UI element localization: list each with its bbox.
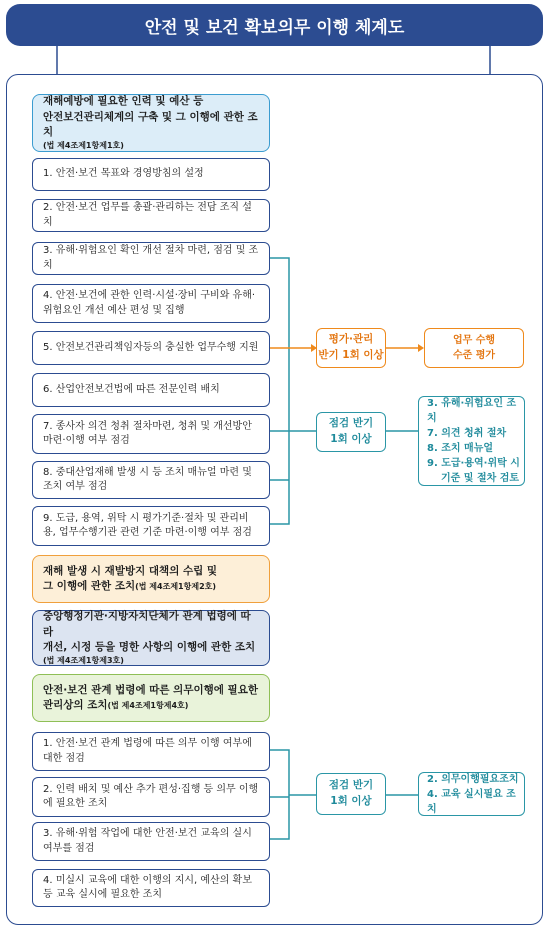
section4-item-4 [32,869,270,907]
section1-item-3 [32,242,270,275]
check-result-box-2 [418,772,525,816]
item-text: 1. 안전·보건 목표와 경영방침의 설정 [43,168,204,180]
section3-heading [32,610,270,666]
section4-item-2 [32,777,270,817]
section1-heading [32,94,270,152]
section2-heading-line1: 재해 발생 시 재발방지 대책의 수립 및 [43,564,218,577]
item-text: 6. 산업안전보건법에 따른 전문인력 배치 [43,383,220,395]
check2-line2: 1회 이상 [330,795,372,807]
section3-heading-line2: 개선, 시정 등을 명한 사항의 이행에 관한 조치 [43,640,256,653]
section1-item-5 [32,331,270,365]
section4-item-3 [32,822,270,861]
section1-item-1 [32,158,270,191]
section2-heading-ref: (법 제4조제1항제2호) [135,582,217,591]
section4-heading-line1: 안전·보건 관계 법령에 따른 의무이행에 필요한 [43,683,258,696]
section2-heading-line2: 그 이행에 관한 조치 [43,580,136,592]
check1-result-line: 8. 조치 매뉴얼 [427,443,494,454]
section1-item-9 [32,506,270,546]
section1-heading-ref: (법 제4조제1항제1호) [43,141,124,151]
section4-item-1 [32,732,270,771]
section3-heading-line1: 중앙행정기관·지방자치단체가 관계 법령에 따라 [43,610,251,638]
section1-item-6 [32,373,270,407]
section1-heading-line1: 재해예방에 필요한 인력 및 예산 등 [43,95,204,108]
eval-line1: 평가·관리 [328,333,374,346]
item-text: 4. 안전·보건에 관한 인력·시설·장비 구비와 유해·위험요인 개선 예산 편성 및 집행 [43,290,256,316]
check2-result-line: 2. 의무이행필요조치 [427,773,519,785]
section1-item-2 [32,199,270,232]
eval-line2: 반기 1회 이상 [318,349,384,361]
section1-heading-line2: 안전보건관리체계의 구축 및 그 이행에 관한 조치 [43,110,258,138]
check-result-box-1 [418,396,525,486]
item-text: 8. 중대산업재해 발생 시 등 조치 매뉴얼 마련 및 조치 여부 점검 [43,466,252,492]
check1-result-line: 기준 및 절차 검토 [441,473,520,484]
item-text: 3. 유해·위험요인 확인 개선 절차 마련, 점검 및 조치 [43,245,259,271]
item-text: 9. 도급, 용역, 위탁 시 평가기준·절차 및 관리비용, 업무수행기관 관련 기준 마련·이행 여부 점검 [43,512,252,538]
check1-result-line: 9. 도급·용역·위탁 시 [427,458,520,469]
section4-heading-line2: 관리상의 조치 [43,699,108,711]
check-frequency-box-1 [316,412,386,452]
section3-heading-ref: (법 제4조제1항제3호) [43,656,124,666]
section4-heading-ref: (법 제4조제1항제4호) [107,701,189,710]
check-frequency-box-2 [316,773,386,815]
item-text: 7. 종사자 의견 청취 절차마련, 청취 및 개선방안 마련·이행 여부 점검 [43,420,252,446]
item-text: 1. 안전·보건 관계 법령에 따른 의무 이행 여부에 대한 점검 [43,738,252,764]
section2-heading [32,555,270,603]
check1-line1: 점검 반기 [328,417,374,430]
section1-item-4 [32,284,270,323]
section4-heading [32,674,270,722]
item-text: 2. 안전·보건 업무를 총괄·관리하는 전담 조직 설치 [43,202,252,228]
check2-line1: 점검 반기 [328,779,374,792]
item-text: 5. 안전보건관리책임자등의 충실한 업무수행 지원 [43,341,259,353]
item-text: 4. 미실시 교육에 대한 이행의 지시, 예산의 확보 등 교육 실시에 필요한 조치 [43,874,252,900]
check1-line2: 1회 이상 [330,433,372,445]
section1-item-7 [32,414,270,454]
page-title: 안전 및 보건 확보의무 이행 체계도 [6,4,543,46]
item-text: 3. 유해·위험 작업에 대한 안전·보건 교육의 실시 여부를 점검 [43,828,252,854]
item-text: 2. 인력 배치 및 예산 추가 편성·집행 등 의무 이행에 필요한 조치 [43,783,259,809]
check2-result-line: 4. 교육 실시필요 조치 [427,788,516,815]
eval-frequency-box [316,328,386,368]
check1-result-line: 7. 의견 청취 절차 [427,428,507,439]
eval-result-line1: 업무 수행 [452,335,496,346]
section1-item-8 [32,461,270,499]
check1-result-line: 3. 유해·위험요인 조치 [427,398,517,424]
eval-result-box [424,328,524,368]
eval-result-line2: 수준 평가 [452,350,496,361]
